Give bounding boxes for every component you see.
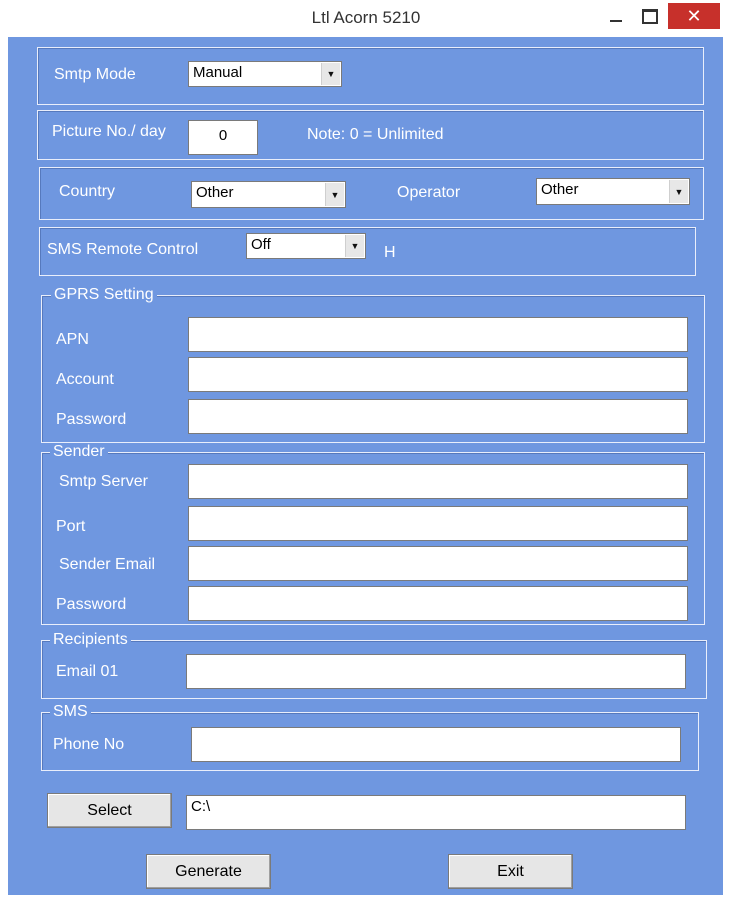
picture-label: Picture No./ day — [52, 123, 166, 140]
sender-password-label: Password — [56, 596, 127, 613]
generate-button[interactable]: Generate — [146, 854, 271, 889]
sms-remote-unit: H — [384, 244, 396, 261]
sms-remote-select[interactable] — [246, 233, 366, 259]
email01-input[interactable] — [186, 654, 686, 689]
smtp-server-input[interactable] — [188, 464, 688, 499]
minimize-icon — [610, 20, 622, 22]
phone-input[interactable] — [191, 727, 681, 762]
chevron-down-icon[interactable]: ▼ — [669, 180, 688, 203]
chevron-down-icon[interactable]: ▼ — [325, 183, 344, 206]
recipients-legend: Recipients — [50, 632, 131, 648]
close-button[interactable] — [668, 3, 720, 29]
operator-select[interactable] — [536, 178, 690, 205]
smtp-mode-label: Smtp Mode — [54, 66, 136, 83]
select-button[interactable]: Select — [47, 793, 172, 828]
window-title: Ltl Acorn 5210 — [311, 8, 421, 27]
country-select[interactable] — [191, 181, 346, 208]
operator-label: Operator — [397, 184, 461, 201]
operator-value: Other — [541, 181, 579, 198]
picture-note: Note: 0 = Unlimited — [307, 126, 444, 143]
chevron-down-icon[interactable]: ▼ — [345, 235, 364, 257]
smtp-mode-value: Manual — [193, 64, 243, 81]
port-label: Port — [56, 518, 86, 535]
sender-email-label: Sender Email — [59, 556, 156, 573]
form-panel — [8, 37, 723, 895]
sms-remote-label: SMS Remote Control — [47, 241, 199, 258]
smtp-mode-select[interactable] — [188, 61, 342, 87]
maximize-button[interactable] — [636, 3, 664, 29]
sender-email-input[interactable] — [188, 546, 688, 581]
gprs-legend: GPRS Setting — [51, 287, 157, 303]
path-input[interactable]: C:\ — [186, 795, 686, 830]
close-icon: ✕ — [686, 5, 702, 26]
maximize-icon — [642, 9, 658, 24]
minimize-button[interactable] — [602, 3, 630, 29]
sms-legend: SMS — [50, 704, 91, 720]
title-bar — [0, 0, 732, 36]
sms-remote-value: Off — [251, 236, 271, 253]
apn-label: APN — [56, 331, 89, 348]
country-value: Other — [196, 184, 234, 201]
smtp-mode-group — [37, 47, 704, 105]
port-input[interactable] — [188, 506, 688, 541]
smtp-server-label: Smtp Server — [59, 473, 148, 490]
phone-label: Phone No — [53, 736, 125, 753]
exit-button[interactable]: Exit — [448, 854, 573, 889]
apn-input[interactable] — [188, 317, 688, 352]
email01-label: Email 01 — [56, 663, 119, 680]
country-label: Country — [59, 183, 116, 200]
picture-count-input[interactable]: 0 — [188, 120, 258, 155]
gprs-password-label: Password — [56, 411, 127, 428]
sender-password-input[interactable] — [188, 586, 688, 621]
account-label: Account — [56, 371, 114, 388]
chevron-down-icon[interactable]: ▼ — [321, 63, 340, 85]
sender-legend: Sender — [50, 444, 108, 460]
gprs-password-input[interactable] — [188, 399, 688, 434]
account-input[interactable] — [188, 357, 688, 392]
